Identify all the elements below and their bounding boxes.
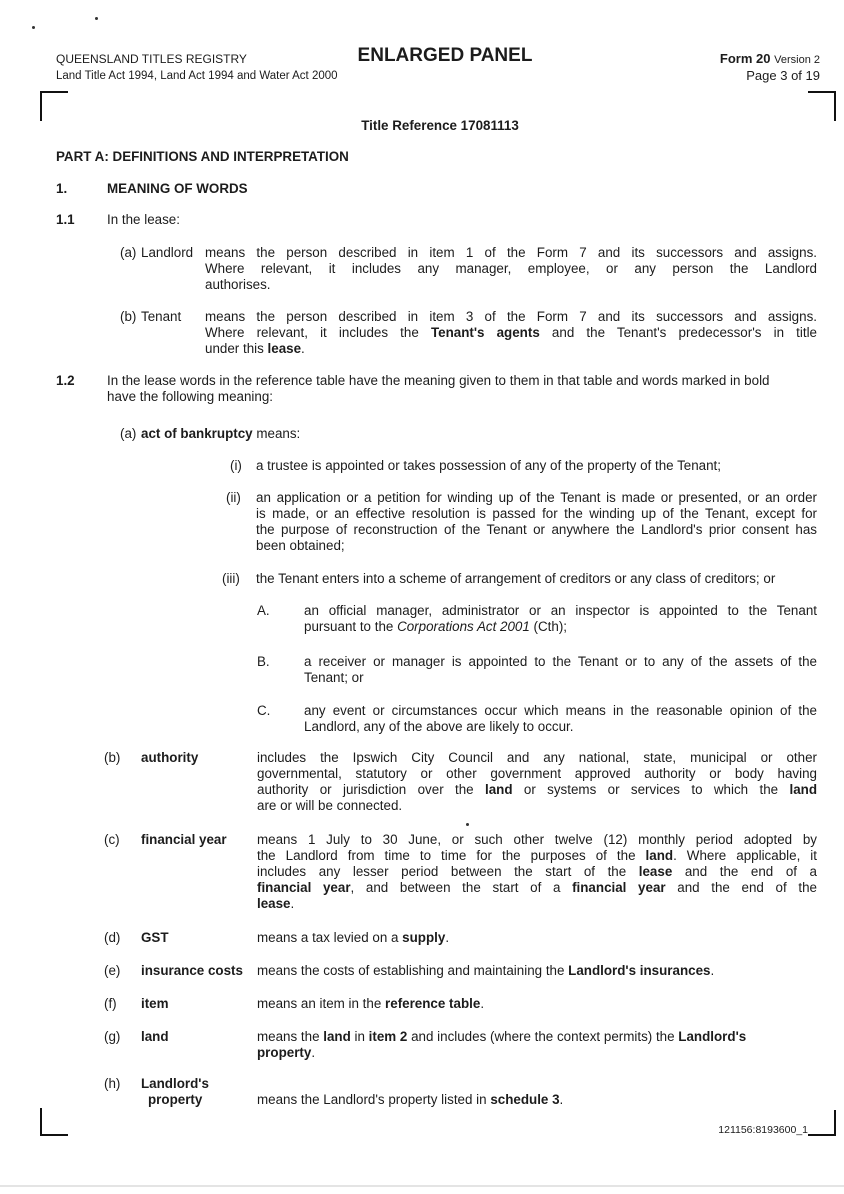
form-name: Form 20 [719, 51, 771, 66]
acts-line: Land Title Act 1994, Land Act 1994 and Water Act 2000 [56, 70, 338, 82]
sub-sub-item-text: a receiver or manager is appointed to the Tenant or to any of the assets of the Tenant; or [304, 654, 817, 685]
sub-sub-item-number: C. [257, 703, 271, 718]
definition-term: financial year [141, 832, 227, 847]
sub-sub-item-text: an official manager, administrator or an inspector is appointed to the Tenant pursuant to the Corporations Act 2001 (Cth); [304, 603, 817, 634]
corner-top-left [40, 91, 68, 121]
definition-text: means 1 July to 30 June, or such other twelve (12) monthly period adopted by the Landlord from time to time for the purposes of the land. Where applicable, it includes any lesser period between the start of the lease and the end of a financial year, and between the start of a financial year and the end of the lease. [257, 832, 817, 911]
sub-sub-item-number: A. [257, 603, 270, 618]
section-number: 1. [56, 181, 68, 196]
page-number: Page 3 of 19 [746, 68, 820, 83]
definition-text: means the land in item 2 and includes (where the context permits) the Landlord's property. [257, 1029, 747, 1060]
sub-item-text: a trustee is appointed or takes possession of any of the property of the Tenant; [256, 458, 721, 473]
definition-text: includes the Ipswich City Council and any national, state, municipal or other governmental, statutory or other government approved authority or body having authority or jurisdiction over the land or systems or services to which the land are or will be connected. [257, 750, 817, 813]
sub-item-number: (i) [230, 458, 242, 473]
definition-term: item [141, 996, 169, 1011]
clause-number: 1.1 [56, 212, 75, 227]
definition-term: act of bankruptcy [141, 426, 253, 441]
definition-term-line: act of bankruptcy means: [141, 426, 301, 441]
definition-term: land [141, 1029, 169, 1044]
definition-term: authority [141, 750, 199, 765]
document-reference: 121156:8193600_1 [718, 1124, 808, 1136]
definition-term: Landlord's property [141, 1076, 209, 1107]
item-label: (a) [120, 245, 137, 260]
item-label: (d) [104, 930, 121, 945]
panel-title: ENLARGED PANEL [357, 45, 533, 66]
sub-item-number: (ii) [226, 490, 241, 505]
definition-text: means the person described in item 1 of the Form 7 and its successors and assigns. Where relevant, it includes any manager, employee, or any person the Landlord authorises. [205, 245, 817, 292]
sub-item-text: the Tenant enters into a scheme of arrangement of creditors or any class of creditors; or [256, 571, 776, 586]
definition-term: insurance costs [141, 963, 243, 978]
title-reference: Title Reference 17081113 [361, 118, 519, 133]
form-version: Version 2 [774, 54, 820, 66]
clause-number: 1.2 [56, 373, 75, 388]
section-title: MEANING OF WORDS [107, 181, 248, 196]
item-label: (b) [120, 309, 137, 324]
definition-text: means an item in the reference table. [257, 996, 485, 1011]
item-label: (g) [104, 1029, 121, 1044]
corner-bottom-right [808, 1110, 836, 1136]
corner-bottom-left [40, 1108, 68, 1136]
clause-intro: In the lease: [107, 212, 180, 227]
sub-item-text: an application or a petition for winding up of the Tenant is made or presented, or an order is made, or an effective resolution is passed for the winding up of the Tenant, except for the purpose of reconstruction of the Tenant or anywhere the Landlord's prior consent has been obtained; [256, 490, 817, 553]
form-id [720, 51, 820, 66]
item-label: (f) [104, 996, 117, 1011]
clause-text: In the lease words in the reference table have the meaning given to them in that table and words marked in bold have the following meaning: [107, 373, 770, 404]
scan-speck [32, 26, 35, 29]
definition-term: Landlord [141, 245, 194, 260]
definition-term: Tenant [141, 309, 182, 324]
definition-text: means the Landlord's property listed in schedule 3. [257, 1092, 564, 1107]
scan-speck [95, 17, 98, 20]
sub-sub-item-number: B. [257, 654, 270, 669]
corner-top-right [808, 91, 836, 121]
sub-sub-item-text: any event or circumstances occur which means in the reasonable opinion of the Landlord, any of the above are likely to occur. [304, 703, 817, 734]
scan-speck [466, 823, 469, 826]
definition-text: means the costs of establishing and maintaining the Landlord's insurances. [257, 963, 715, 978]
item-label: (b) [104, 750, 121, 765]
definition-text: means the person described in item 3 of the Form 7 and its successors and assigns. Where relevant, it includes the Tenant's agents and the Tenant's predecessor's in title under this lease. [205, 309, 817, 356]
definition-term: GST [141, 930, 169, 945]
definition-text: means a tax levied on a supply. [257, 930, 450, 945]
item-label: (h) [104, 1076, 121, 1091]
sub-item-number: (iii) [222, 571, 240, 586]
item-label: (c) [104, 832, 120, 847]
scan-edge-line [0, 1185, 844, 1187]
item-label: (e) [104, 963, 121, 978]
item-label: (a) [120, 426, 137, 441]
part-heading: PART A: DEFINITIONS AND INTERPRETATION [56, 149, 349, 164]
registry-name: QUEENSLAND TITLES REGISTRY [56, 52, 247, 66]
